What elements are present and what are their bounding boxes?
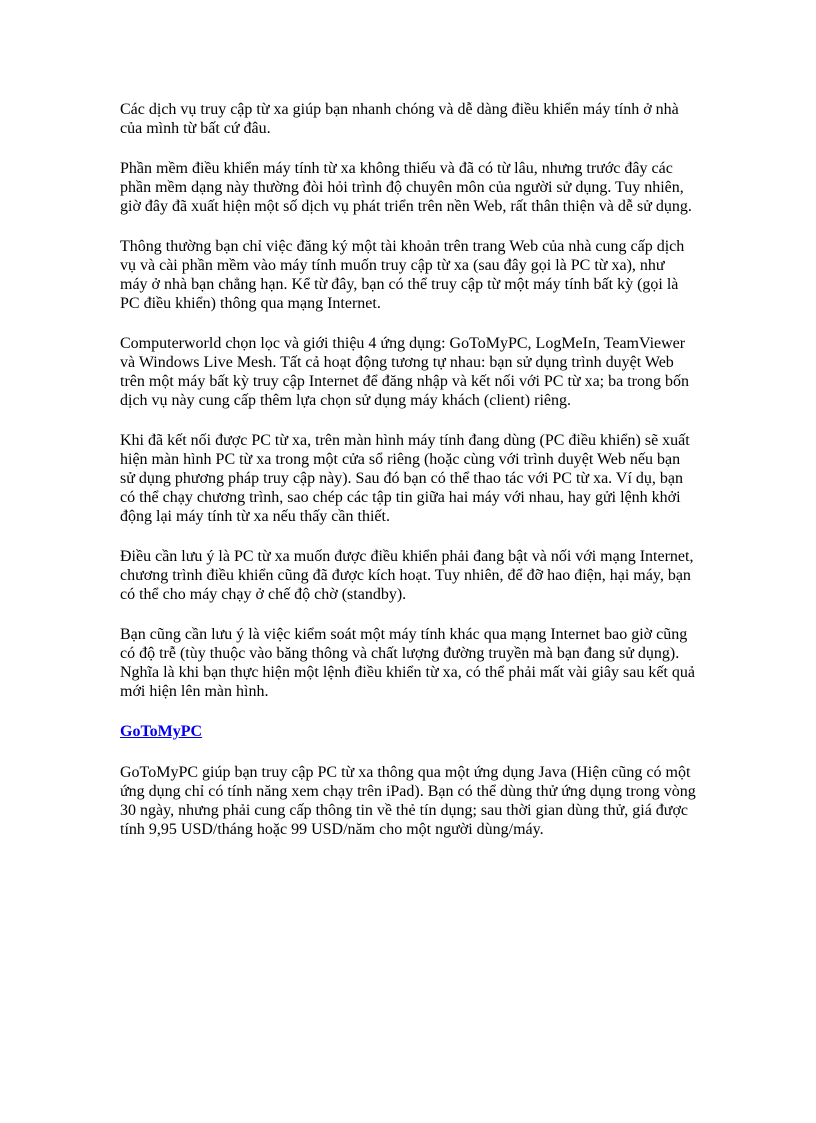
document-page	[120, 100, 700, 860]
text-line: trên một máy bất kỳ truy cập Internet để đăng nhập và kết nối với PC từ xa; ba trong bốn	[120, 373, 689, 390]
text-line: Nghĩa là khi bạn thực hiện một lệnh điều khiển từ xa, có thể phải mất vài giây sau kết quả	[120, 664, 695, 681]
paragraph	[120, 431, 700, 526]
text-line: Thông thường bạn chỉ việc đăng ký một tài khoản trên trang Web của nhà cung cấp dịch	[120, 238, 685, 255]
paragraph	[120, 334, 700, 410]
text-line: động lại máy tính từ xa nếu thấy cần thiết.	[120, 508, 390, 525]
paragraph	[120, 159, 700, 216]
text-line: chương trình điều khiển cũng đã được kích hoạt. Tuy nhiên, để đỡ hao điện, hại máy, bạn	[120, 567, 691, 584]
text-line: tính 9,95 USD/tháng hoặc 99 USD/năm cho một người dùng/máy.	[120, 821, 544, 838]
text-line: có độ trễ (tùy thuộc vào băng thông và chất lượng đường truyền mà bạn đang sử dụng).	[120, 645, 680, 662]
text-line: sử dụng phương pháp truy cập này). Sau đó bạn có thể thao tác với PC từ xa. Ví dụ, bạn	[120, 470, 683, 487]
text-line: máy ở nhà bạn chẳng hạn. Kể từ đây, bạn có thể truy cập từ một máy tính bất kỳ (gọi là	[120, 276, 679, 293]
text-line: Các dịch vụ truy cập từ xa giúp bạn nhanh chóng và dễ dàng điều khiển máy tính ở nhà	[120, 101, 679, 118]
text-line: phần mềm dạng này thường đòi hỏi trình độ chuyên môn của người sử dụng. Tuy nhiên,	[120, 179, 684, 196]
text-line: Computerworld chọn lọc và giới thiệu 4 ứng dụng: GoToMyPC, LogMeIn, TeamViewer	[120, 335, 686, 352]
text-line: Điều cần lưu ý là PC từ xa muốn được điều khiển phải đang bật và nối với mạng Internet,	[120, 548, 694, 565]
text-line: GoToMyPC giúp bạn truy cập PC từ xa thông qua một ứng dụng Java (Hiện cũng có một	[120, 764, 691, 781]
text-line: và Windows Live Mesh. Tất cả hoạt động tương tự nhau: bạn sử dụng trình duyệt Web	[120, 354, 674, 371]
text-line: hiện màn hình PC từ xa trong một cửa sổ riêng (hoặc cùng với trình duyệt Web nếu bạn	[120, 451, 681, 468]
text-line: mới hiện lên màn hình.	[120, 683, 269, 700]
text-line: Khi đã kết nối được PC từ xa, trên màn hình máy tính đang dùng (PC điều khiển) sẽ xuất	[120, 432, 690, 449]
text-line: của mình từ bất cứ đâu.	[120, 120, 271, 137]
text-line: giờ đây đã xuất hiện một số dịch vụ phát triển trên nền Web, rất thân thiện và dễ sử dụng.	[120, 198, 692, 215]
text-line: ứng dụng chỉ có tính năng xem chạy trên iPad). Bạn có thể dùng thử ứng dụng trong vòng	[120, 783, 696, 800]
paragraph	[120, 237, 700, 313]
text-line: có thể cho máy chạy ở chế độ chờ (standby).	[120, 586, 407, 603]
text-line: PC điều khiển) thông qua mạng Internet.	[120, 295, 381, 312]
paragraph	[120, 100, 700, 138]
paragraph	[120, 625, 700, 701]
text-line: có thể chạy chương trình, sao chép các tập tin giữa hai máy với nhau, hay gửi lệnh khởi	[120, 489, 681, 506]
text-line: 30 ngày, nhưng phải cung cấp thông tin về thẻ tín dụng; sau thời gian dùng thử, giá được	[120, 802, 689, 819]
gotomypc-heading-link[interactable]: GoToMyPC	[120, 723, 203, 740]
text-line: dịch vụ này cung cấp thêm lựa chọn sử dụng máy khách (client) riêng.	[120, 392, 571, 409]
section-heading	[120, 722, 700, 741]
paragraph	[120, 763, 700, 839]
intro-section	[120, 100, 700, 701]
text-line: vụ và cài phần mềm vào máy tính muốn truy cập từ xa (sau đây gọi là PC từ xa), như	[120, 257, 665, 274]
gotomypc-section	[120, 763, 700, 839]
text-line: Phần mềm điều khiển máy tính từ xa không thiếu và đã có từ lâu, nhưng trước đây các	[120, 160, 673, 177]
paragraph	[120, 547, 700, 604]
text-line: Bạn cũng cần lưu ý là việc kiểm soát một máy tính khác qua mạng Internet bao giờ cũng	[120, 626, 688, 643]
